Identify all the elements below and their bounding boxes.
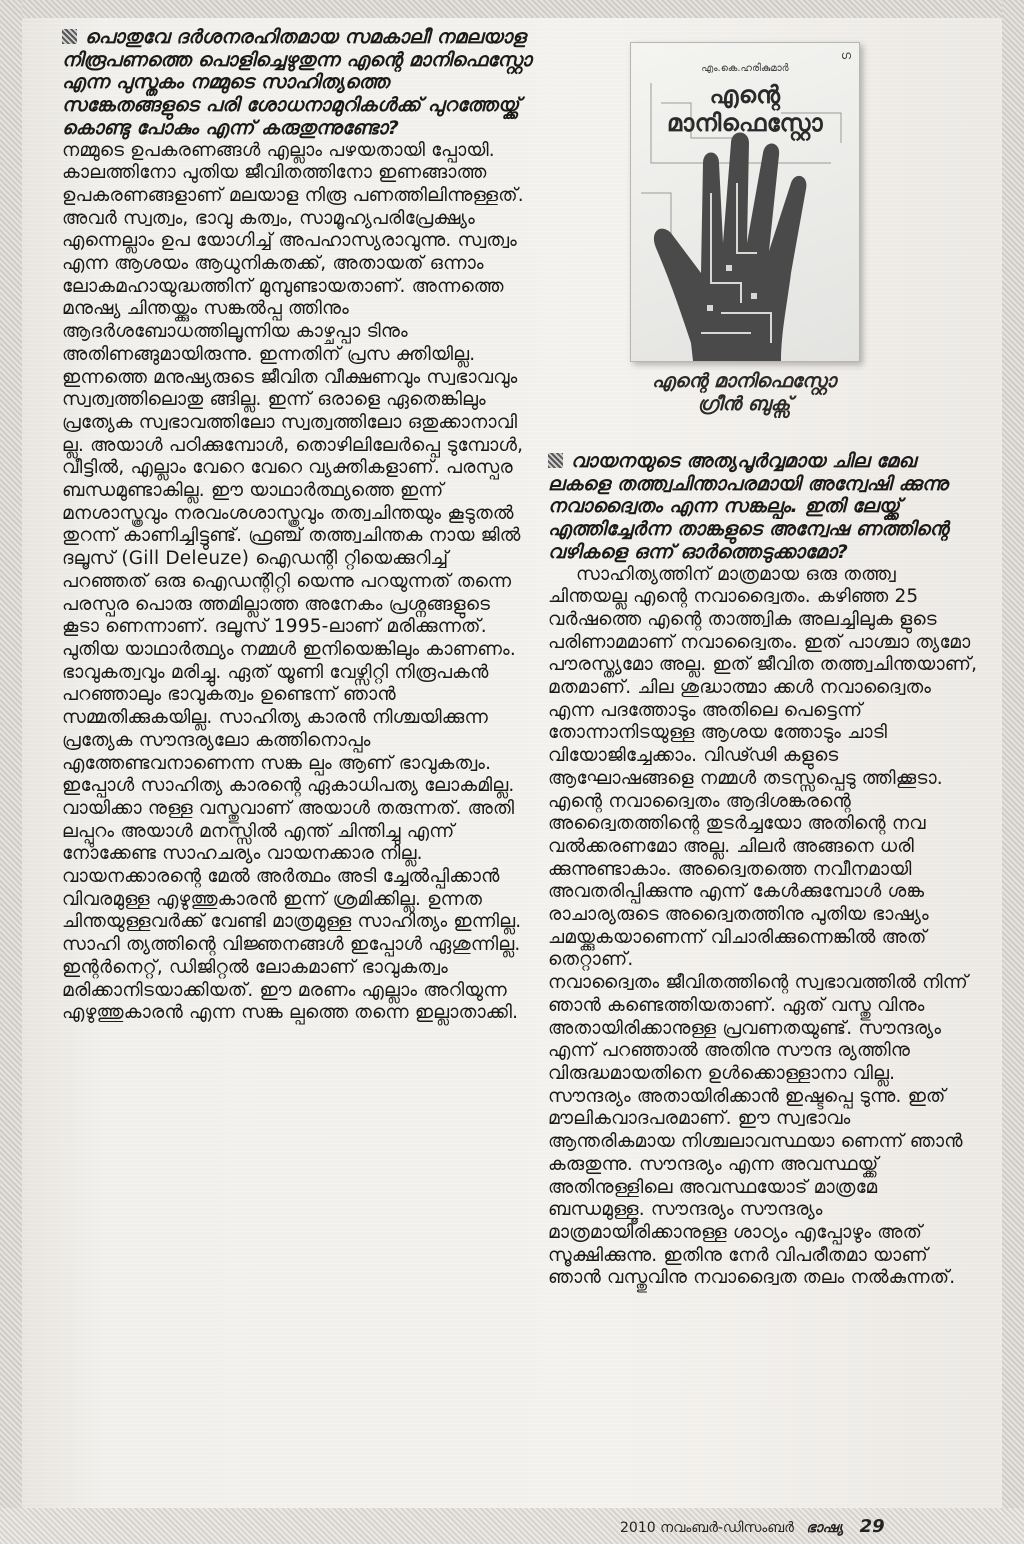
question-marker-icon (548, 453, 563, 468)
interview-question-1 (62, 26, 532, 140)
answer-1-paragraph: നമ്മുടെ ഉപകരണങ്ങൾ എല്ലാം പഴയതായി പ്പോയി. കാലത്തിനോ പുതിയ ജീവിതത്തിനോ ഇണങ്ങാത്ത ഉപകരണങ്ങളാണ് മലയാള നിരൂ പണത്തിലിന്നുള്ളത്. അവർ സ്വത്വം, ഭാവു കത്വം, സാമൂഹ്യപരിപ്രേക്ഷ്യം എന്നെല്ലാം ഉപ യോഗിച്ച് അപഹാസ്യരാവുന്നു. സ്വത്വം എന്ന ആശയം ആധുനികതക്ക്, അതായത് ഒന്നാം ലോകമഹായുദ്ധത്തിന് മുമ്പുണ്ടായതാണ്. അന്നത്തെ മനുഷ്യ ചിന്തയ്ക്കും സങ്കൽപ്പ ത്തിനും ആദർശബോധത്തിലൂന്നിയ കാഴ്ചപ്പാ ടിനും അതിണങ്ങുമായിരുന്നു. ഇന്നതിന് പ്രസ ക്തിയില്ല. ഇന്നത്തെ മനുഷ്യരുടെ ജീവിത വീക്ഷണവും സ്വഭാവവും സ്വത്വത്തിലൊതു ങ്ങില്ല. ഇന്ന് ഒരാളെ ഏതെങ്കിലും പ്രത്യേക സ്വഭാവത്തിലോ സ്വത്വത്തിലോ ഒതുക്കാനാവി ല്ല. അയാൾ പഠിക്കുമ്പോൾ, തൊഴിലിലേർപ്പെ ടുമ്പോൾ, വീട്ടിൽ, എല്ലാം വേറെ വേറെ വ്യക്തികളാണ്. പരസ്പര ബന്ധമുണ്ടാകില്ല. ഈ യാഥാർത്ഥ്യത്തെ ഇന്ന് മനശാസ്ത്രവും നരവംശശാസ്ത്രവും തത്വചിന്തയും കൂടുതൽ തുറന്ന് കാണിച്ചിട്ടുണ്ട്. ഫ്രഞ്ച് തത്ത്വചിന്തക നായ ജിൽ ദലൂസ് (Gill Deleuze) ഐഡന്റി റ്റിയെക്കുറിച്ച് പറഞ്ഞത് ഒരു ഐഡന്റിറ്റി യെന്നു പറയുന്നത് തന്നെ പരസ്പര പൊരു ത്തമില്ലാത്ത അനേകം പ്രശ്നങ്ങളുടെ കൂടാ ണെന്നാണ്. ദലൂസ് 1995-ലാണ് മരിക്കുന്നത്. പുതിയ യാഥാർത്ഥ്യം നമ്മൾ ഇനിയെങ്കിലും കാണണം. ഭാവുകത്വവും മരിച്ചു. ഏത് യൂണി വേഴ്സിറ്റി നിരൂപകൻ പറഞ്ഞാലും ഭാവുകത്വം ഉണ്ടെന്ന് ഞാൻ സമ്മതിക്കുകയില്ല. സാഹിത്യ കാരൻ നിശ്ചയിക്കുന്ന പ്രത്യേക സൗന്ദര്യലോ കത്തിനൊപ്പം എത്തേണ്ടവനാണെന്ന സങ്ക ല്പം ആണ് ഭാവുകത്വം. ഇപ്പോൾ സാഹിത്യ കാരന്റെ ഏകാധിപത്യ ലോകമില്ല. വായിക്കാ നുള്ള വസ്തുവാണ് അയാൾ തരുന്നത്. അതി ലപ്പുറം അയാൾ മനസ്സിൽ എന്ത് ചിന്തിച്ചു എന്ന് നോക്കേണ്ട സാഹചര്യം വായനക്കാര നില്ല. വായനക്കാരന്റെ മേൽ അർത്ഥം അടി ച്ചേൽപ്പിക്കാൻ വിവരമുള്ള എഴുത്തുകാരൻ ഇന്ന് ശ്രമിക്കില്ല. ഉന്നത ചിന്തയുള്ളവർക്ക് വേണ്ടി മാത്രമുള്ള സാഹിത്യം ഇന്നില്ല. സാഹി ത്യത്തിന്റെ വിജ്ഞനങ്ങൾ ഇപ്പോൾ ഏശുന്നില്ല. ഇന്റർനെറ്റ്, ഡിജിറ്റൽ ലോകമാണ് ഭാവുകത്വം മരിക്കാനിടയാക്കിയത്. ഈ മരണം എല്ലാം അറിയുന്ന എഴുത്തുകാരൻ എന്ന സങ്ക ല്പത്തെ തന്നെ ഇല്ലാതാക്കി. (62, 139, 524, 1024)
right-column (548, 450, 980, 1290)
hand-silhouette (654, 133, 807, 362)
book-caption (608, 370, 880, 416)
left-column (62, 26, 532, 1025)
question-2-text: വായനയുടെ അത്യപൂർവ്വമായ ചില മേഖ ലകളെ തത്ത്വചിന്താപരമായി അന്വേഷി ക്കുന്നു നവാദ്വൈതം എന്ന സങ്കല്പം. ഇതി ലേയ്ക്ക് എത്തിച്ചേർന്ന താങ്കളുടെ അന്വേഷ ണത്തിന്റെ വഴികളെ ഒന്ന് ഓർത്തെടുക്കാമോ? (548, 450, 949, 563)
caption-title: എന്റെ മാനിഫെസ്റ്റോ (652, 370, 836, 392)
page-number: 29 (859, 1516, 885, 1537)
caption-publisher: ഗ്രീൻ ബുക്സ് (697, 393, 791, 415)
answer-2-paragraph-2: നവാദ്വൈതം ജീവിതത്തിന്റെ സ്വഭാവത്തിൽ നിന്ന് ഞാൻ കണ്ടെത്തിയതാണ്. ഏത് വസ്തു വിനും അതായിരിക്കാനുള്ള പ്രവണതയുണ്ട്. സൗന്ദര്യം എന്ന് പറഞ്ഞാൽ അതിനു സൗന്ദ ര്യത്തിനു വിരുദ്ധമായതിനെ ഉൾക്കൊള്ളാനാ വില്ല. സൗന്ദര്യം അതായിരിക്കാൻ ഇഷ്ടപ്പെ ടുന്നു. ഇത് മൗലികവാദപരമാണ്. ഈ സ്വഭാവം ആന്തരികമായ നിശ്ചലാവസ്ഥയാ ണെന്ന് ഞാൻ കരുതുന്നു. സൗന്ദര്യം എന്ന അവസ്ഥയ്ക്ക് അതിനുള്ളിലെ അവസ്ഥയോട് മാത്രമേ ബന്ധമുള്ളൂ. സൗന്ദര്യം സൗന്ദര്യം മാത്രമായിരിക്കാനുള്ള ശാഠ്യം എപ്പോഴും അത് സൂക്ഷിക്കുന്നു. ഇതിനു നേർ വിപരീതമാ യാണ് ഞാൻ വസ്തുവിനു നവാദ്വൈത തലം നൽകുന്നത്. (548, 972, 968, 1289)
magazine-name: ഭാഷ്യ (806, 1520, 844, 1536)
page-edge-right (1002, 0, 1024, 1544)
issue-date: 2010 നവംബർ-ഡിസംബർ (620, 1520, 794, 1536)
answer-2-paragraph-1: സാഹിത്യത്തിന് മാത്രമായ ഒരു തത്ത്വ ചിന്തയല്ല എന്റെ നവാദ്വൈതം. കഴിഞ്ഞ 25 വർഷത്തെ എന്റെ താത്ത്വിക അലച്ചിലുക ളുടെ പരിണാമമാണ് നവാദ്വൈതം. ഇത് പാശ്ചാ ത്യമോ പൗരസ്ത്യമോ അല്ല. ഇത് ജീവിത തത്ത്വചിന്തയാണ്, മതമാണ്. ചില ശുദ്ധാത്മാ ക്കൾ നവാദ്വൈതം എന്ന പദത്തോടും അതിലെ പെട്ടെന്ന് തോന്നാനിടയുള്ള ആശയ ത്തോടും ചാടി വിയോജിച്ചേക്കാം. വിഢ്ഢി കളുടെ ആഘോഷങ്ങളെ നമ്മൾ തടസ്സപ്പെടു ത്തിക്കൂടാ. എന്റെ നവാദ്വൈതം ആദിശങ്കരന്റെ അദ്വൈതത്തിന്റെ തുടർച്ചയോ അതിന്റെ നവ വൽക്കരണമോ അല്ല. ചിലർ അങ്ങനെ ധരി ക്കുന്നുണ്ടാകാം. അദ്വൈതത്തെ നവീനമായി അവതരിപ്പിക്കുന്നു എന്ന് കേൾക്കുമ്പോൾ ശങ്ക രാചാര്യരുടെ അദ്വൈതത്തിനു പുതിയ ഭാഷ്യം ചമയ്ക്കുകയാണെന്ന് വിചാരിക്കുന്നെങ്കിൽ അത് തെറ്റാണ്. (548, 563, 978, 971)
book-author: എം.കെ.ഹരികുമാർ (701, 63, 789, 74)
publisher-mark: ഗ (840, 49, 851, 62)
book-cover-image (630, 42, 860, 362)
book-title: എന്റെ മാനിഫെസ്റ്റോ (666, 81, 824, 137)
page-edge-left (0, 0, 22, 1544)
question-marker-icon (62, 29, 77, 44)
page-edge-top (0, 0, 1024, 18)
page-footer (620, 1516, 885, 1537)
interview-question-2 (548, 450, 980, 564)
question-1-text: പൊതുവേ ദർശനരഹിതമായ സമകാലീ നമലയാള നിരൂപണത്തെ പൊളിച്ചെഴുതുന്ന എന്റെ മാനിഫെസ്റ്റോ എന്ന പുസ്തകം നമ്മുടെ സാഹിത്യത്തെ സങ്കേതങ്ങളുടെ പരി ശോധനാമുറികൾക്ക് പുറത്തേയ്ക്ക് കൊണ്ടു പോകും എന്ന് കരുതുന്നുണ്ടോ? (62, 26, 532, 139)
